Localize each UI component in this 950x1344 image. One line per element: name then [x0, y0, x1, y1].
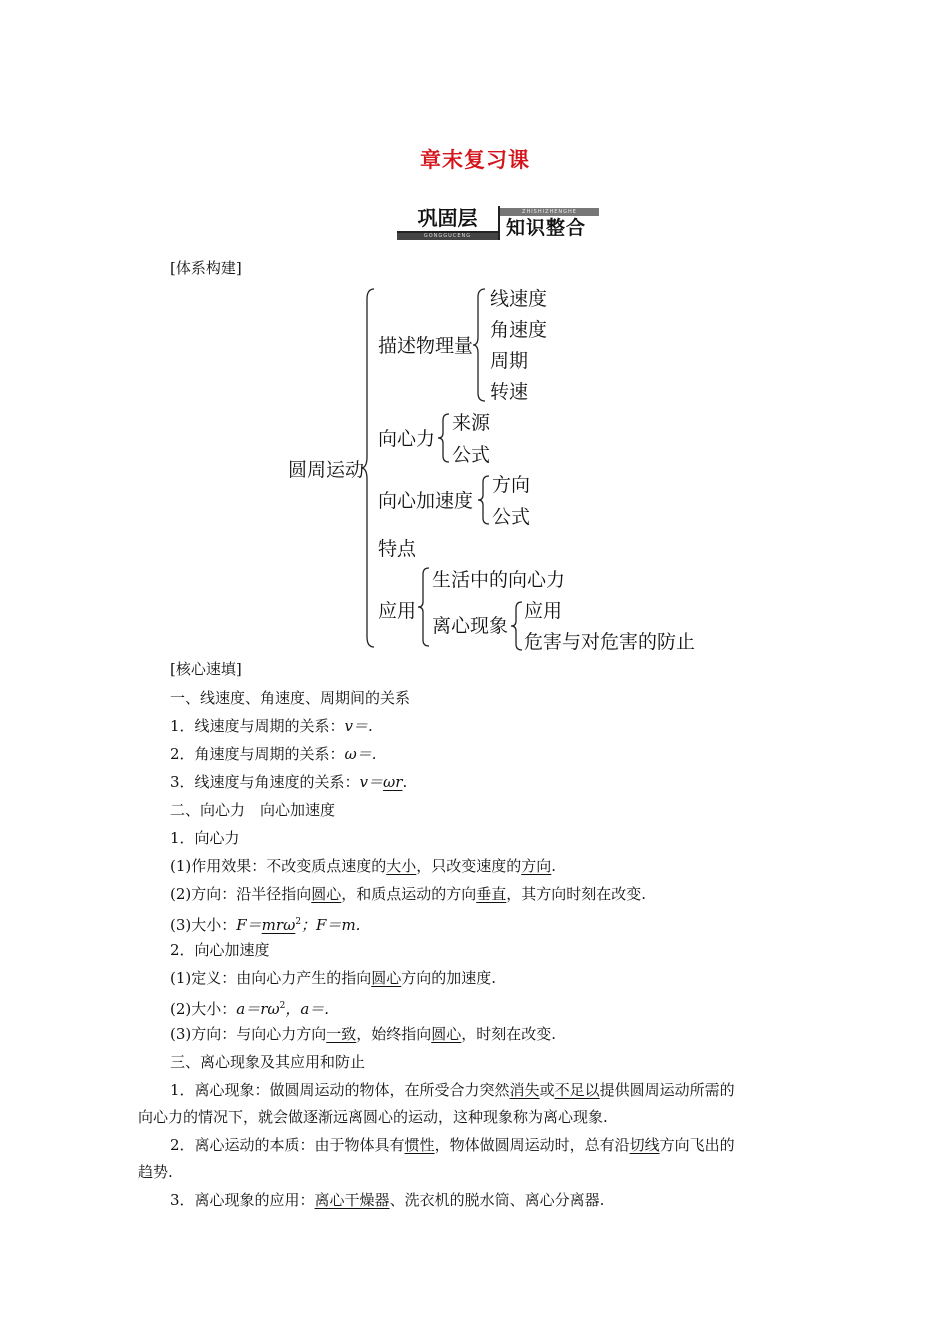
banner-left-subtitle: GONGGUCENG	[397, 233, 498, 240]
s3-p2: 2．离心运动的本质：由于物体具有惯性，物体做圆周运动时，总有沿切线方向飞出的	[170, 1136, 735, 1154]
s3-p1-line2: 向心力的情况下，就会做逐渐远离圆心的运动，这种现象称为离心现象.	[138, 1108, 608, 1126]
s2-b1: (1)定义：由向心力产生的指向圆心方向的加速度.	[170, 969, 497, 987]
section-banner	[397, 206, 599, 240]
s2-a1: (1)作用效果：不改变质点速度的大小，只改变速度的方向.	[170, 857, 557, 875]
s1-heading: 一、线速度、角速度、周期间的关系	[170, 689, 411, 707]
s1-line-2: 2．角速度与周期的关系：ω＝.	[170, 745, 377, 763]
tree-b2: 向心力	[378, 428, 436, 450]
s2-b2: (2)大小：$a=r\omega^2$，a＝.	[170, 1000, 330, 1018]
tree-b5-item-2: 离心现象	[432, 615, 509, 637]
tree-b1-item-3: 周期	[490, 350, 529, 372]
tree-b3-item-2: 公式	[492, 506, 531, 528]
tree-b1-brace	[472, 287, 490, 403]
tree-b2-brace	[437, 412, 453, 464]
tree-b3: 向心加速度	[378, 490, 474, 512]
s2-a3: (3)大小：F＝mrω$^2$；F＝m.	[170, 916, 361, 934]
tree-b5-item-1: 生活中的向心力	[432, 569, 566, 591]
tree-b2-item-2: 公式	[452, 444, 491, 466]
s2-a2: (2)方向：沿半径指向圆心，和质点运动的方向垂直，其方向时刻在改变.	[170, 885, 647, 903]
banner-right-title: 知识整合	[506, 217, 587, 239]
tree-b5: 应用	[378, 600, 417, 622]
s3-heading: 三、离心现象及其应用和防止	[170, 1053, 366, 1071]
tree-b3-item-1: 方向	[492, 474, 531, 496]
s2-sub-2: 2．向心加速度	[170, 941, 270, 959]
s2-heading: 二、向心力 向心加速度	[170, 801, 336, 819]
s1-line-3: 3．线速度与角速度的关系：v＝ωr.	[170, 773, 408, 791]
blank: ωr	[383, 773, 403, 791]
hexin-label: [核心速填]	[170, 660, 242, 678]
tree-b5-sub-item-2: 危害与对危害的防止	[524, 631, 696, 653]
tree-b1: 描述物理量	[378, 335, 474, 357]
s2-sub-1: 1．向心力	[170, 829, 240, 847]
s3-p1: 1．离心现象：做圆周运动的物体，在所受合力突然消失或不足以提供圆周运动所需的	[170, 1081, 735, 1099]
tree-b5-sub-item-1: 应用	[524, 600, 563, 622]
tree-b1-item-2: 角速度	[490, 319, 548, 341]
tree-b4: 特点	[378, 538, 417, 560]
tree-b1-item-4: 转速	[490, 381, 529, 403]
tree-b5-brace	[417, 566, 433, 648]
tree-b1-item-1: 线速度	[490, 288, 548, 310]
s2-b3: (3)方向：与向心力方向一致，始终指向圆心，时刻在改变.	[170, 1025, 557, 1043]
s1-line-1: 1．线速度与周期的关系：v＝.	[170, 717, 373, 735]
s3-p3: 3．离心现象的应用：离心干燥器、洗衣机的脱水筒、离心分离器.	[170, 1191, 605, 1209]
s3-p2-line2: 趋势.	[138, 1163, 173, 1181]
tree-root: 圆周运动	[288, 459, 365, 481]
page-title: 章末复习课	[420, 148, 530, 172]
tixi-label: [体系构建]	[170, 259, 242, 277]
banner-right-subtitle: ZHISHIZHENGHE	[500, 208, 599, 216]
tree-b2-item-1: 来源	[452, 412, 491, 434]
tree-root-brace	[360, 287, 380, 649]
tree-b3-brace	[477, 474, 493, 526]
banner-left-title: 巩固层	[397, 206, 498, 233]
